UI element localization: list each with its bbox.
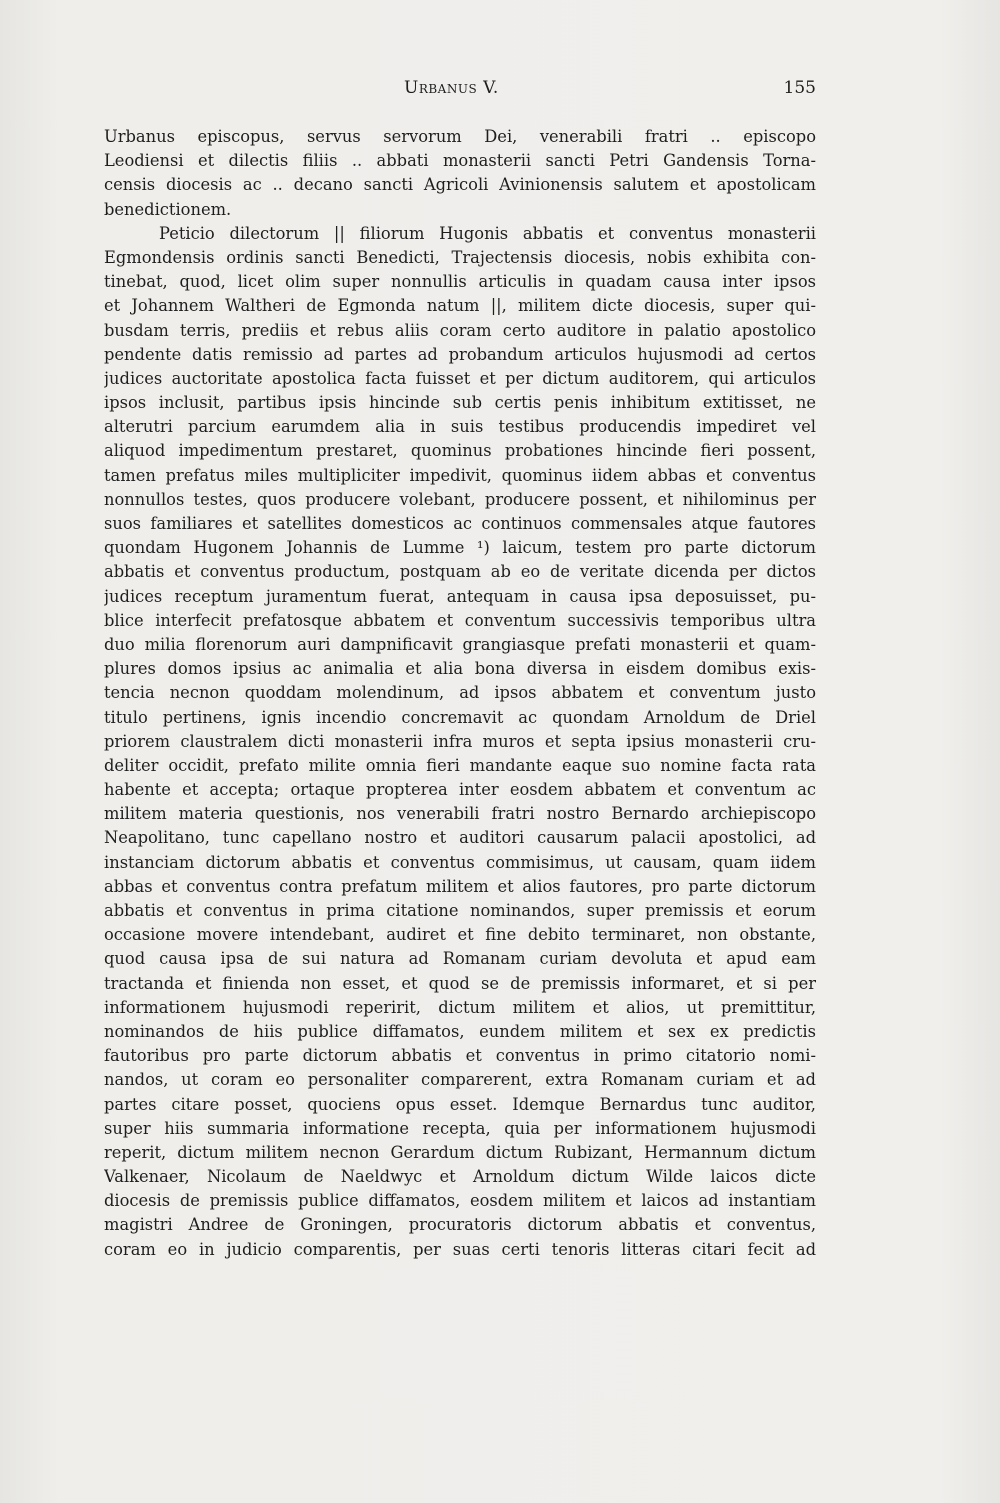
text-line: nominandos de hiis publice diffamatos, eundem militem et sex ex predictis <box>104 1021 816 1041</box>
page-number: 155 <box>783 78 816 98</box>
text-line: Urbanus episcopus, servus servorum Dei, venerabili fratri .. episcopo <box>104 127 816 146</box>
text-line: blice interfecit prefatosque abbatem et conventum successivis temporibus ultra <box>104 610 816 630</box>
text-line: plures domos ipsius ac animalia et alia bona diversa in eisdem domibus exis- <box>104 659 816 679</box>
text-line: abbatis et conventus in prima citatione nominandos, super premissis et eorum <box>104 901 816 920</box>
text-line: et Johannem Waltheri de Egmonda natum ||, militem dicte diocesis, super qui- <box>104 296 816 316</box>
text-line: censis diocesis ac .. decano sancti Agricoli Avinionensis salutem et apostolicam <box>104 175 816 195</box>
text-line: judices auctoritate apostolica facta fuisset et per dictum auditorem, qui articulos <box>104 368 816 388</box>
text-line: suos familiares et satellites domesticos ac continuos commensales atque fautores <box>104 514 816 533</box>
text-line: tencia necnon quoddam molendinum, ad ipsos abbatem et conventum justo <box>104 683 816 703</box>
text-line: militem materia questionis, nos venerabili fratri nostro Bernardo archiepiscopo <box>104 804 816 824</box>
paragraph <box>104 222 816 1262</box>
text-line: ipsos inclusit, partibus ipsis hincinde sub certis penis inhibitum extitisset, ne <box>104 393 816 413</box>
running-title: Urbanus V. <box>404 78 499 98</box>
running-header <box>104 76 816 100</box>
text-line: Leodiensi et dilectis filiis .. abbati monasterii sancti Petri Gandensis Torna- <box>104 151 816 171</box>
text-line: diocesis de premissis publice diffamatos, eosdem militem et laicos ad instantiam <box>104 1191 816 1211</box>
text-line: abbas et conventus contra prefatum militem et alios fautores, pro parte dictorum <box>104 876 816 896</box>
text-line: deliter occidit, prefato milite omnia fieri mandante eaque suo nomine facta rata <box>104 755 816 775</box>
text-line: tinebat, quod, licet olim super nonnullis articulis in quadam causa inter ipsos <box>104 272 816 292</box>
text-line: partes citare posset, quociens opus esset. Idemque Bernardus tunc auditor, <box>104 1094 816 1114</box>
paragraph <box>104 125 816 222</box>
text-line: instanciam dictorum abbatis et conventus commisimus, ut causam, quam iidem <box>104 852 816 872</box>
text-line: quondam Hugonem Johannis de Lumme ¹) laicum, testem pro parte dictorum <box>104 538 816 558</box>
text-line: pendente datis remissio ad partes ad probandum articulos hujusmodi ad certos <box>104 344 816 364</box>
text-line: titulo pertinens, ignis incendio concremavit ac quondam Arnoldum de Driel <box>104 707 816 727</box>
text-line: priorem claustralem dicti monasterii infra muros et septa ipsius monasterii cru- <box>104 731 816 751</box>
text-line: duo milia florenorum auri dampnificavit grangiasque prefati monasterii et quam- <box>104 634 816 654</box>
text-line: Neapolitano, tunc capellano nostro et auditori causarum palacii apostolici, ad <box>104 828 816 848</box>
text-line: quod causa ipsa de sui natura ad Romanam curiam devoluta et apud eam <box>104 949 816 969</box>
text-line: occasione movere intendebant, audiret et fine debito terminaret, non obstante, <box>104 925 816 945</box>
text-line: busdam terris, prediis et rebus aliis coram certo auditore in palatio apostolico <box>104 320 816 340</box>
text-line: Egmondensis ordinis sancti Benedicti, Trajectensis diocesis, nobis exhibita con- <box>104 247 816 267</box>
body-text <box>104 125 816 1262</box>
text-line: tamen prefatus miles multipliciter impedivit, quominus iidem abbas et conventus <box>104 465 816 485</box>
text-line: magistri Andree de Groningen, procuratoris dictorum abbatis et conventus, <box>104 1215 816 1235</box>
text-line: informationem hujusmodi reperirit, dictum militem et alios, ut premittitur, <box>104 997 816 1017</box>
text-line: habente et accepta; ortaque propterea inter eosdem abbatem et conventum ac <box>104 780 816 800</box>
text-line: Valkenaer, Nicolaum de Naeldwyc et Arnoldum dictum Wilde laicos dicte <box>104 1167 816 1187</box>
text-line: judices receptum juramentum fuerat, antequam in causa ipsa deposuisset, pu- <box>104 586 816 606</box>
text-line: nonnullos testes, quos producere volebant, producere possent, et nihilominus per <box>104 489 816 509</box>
text-line: alterutri parcium earumdem alia in suis testibus producendis impediret vel <box>104 417 816 437</box>
text-line: super hiis summaria informatione recepta, quia per informationem hujusmodi <box>104 1118 816 1138</box>
text-line: Peticio dilectorum || filiorum Hugonis abbatis et conventus monasterii <box>159 223 816 243</box>
text-line: reperit, dictum militem necnon Gerardum dictum Rubizant, Hermannum dictum <box>104 1142 816 1162</box>
text-line: fautoribus pro parte dictorum abbatis et conventus in primo citatorio nomi- <box>104 1046 816 1066</box>
text-line: abbatis et conventus productum, postquam ab eo de veritate dicenda per dictos <box>104 562 816 582</box>
text-line: aliquod impedimentum prestaret, quominus probationes hincinde fieri possent, <box>104 441 816 461</box>
text-line: tractanda et finienda non esset, et quod se de premissis informaret, et si per <box>104 973 816 993</box>
text-line: coram eo in judicio comparentis, per suas certi tenoris litteras citari fecit ad <box>104 1239 816 1259</box>
text-line: nandos, ut coram eo personaliter comparerent, extra Romanam curiam et ad <box>104 1070 816 1090</box>
text-line: benedictionem. <box>104 199 232 219</box>
